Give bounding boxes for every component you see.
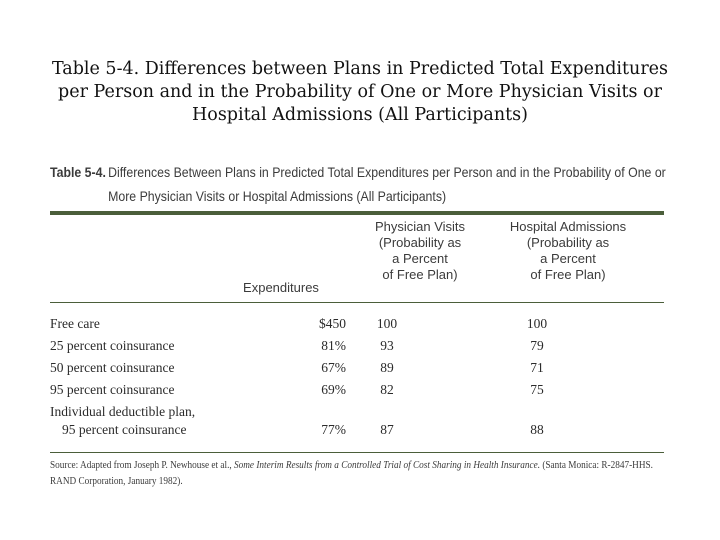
table-top-rule <box>50 211 664 215</box>
column-header-physician-visits <box>360 219 480 283</box>
cell-expenditures: $450 <box>319 316 346 331</box>
table-row <box>50 400 664 440</box>
row-label: Free care <box>50 316 100 331</box>
cell-hospital-admissions: 88 <box>530 422 544 437</box>
table-caption <box>50 160 666 208</box>
table-row <box>50 334 664 356</box>
table-title-line-1: Differences Between Plans in Predicted Total Expenditures per Person and in the Probability of One or <box>108 164 666 180</box>
source-title: Some Interim Results from a Controlled Trial of Cost Sharing in Health Insurance. <box>234 460 541 471</box>
cell-expenditures: 69% <box>321 382 346 397</box>
slide-title-line-2: per Person and in the Probability of One or More Physician Visits or <box>58 82 662 102</box>
row-label-line-1: Individual deductible plan, <box>50 404 196 419</box>
source-line-2: RAND Corporation, January 1982). <box>50 476 183 487</box>
table-body <box>50 312 664 440</box>
cell-hospital-admissions: 71 <box>530 360 544 375</box>
column-header-line: (Probability as <box>526 235 610 250</box>
row-label: 25 percent coinsurance <box>50 338 175 353</box>
row-label: 95 percent coinsurance <box>50 382 175 397</box>
cell-physician-visits: 87 <box>380 422 394 437</box>
table-title-line-2: More Physician Visits or Hospital Admissions (All Participants) <box>108 188 447 204</box>
cell-hospital-admissions: 79 <box>530 338 544 353</box>
source-prefix: Source: Adapted from Joseph P. Newhouse et al., <box>50 460 232 471</box>
cell-physician-visits: 82 <box>380 382 394 397</box>
column-header-line: a Percent <box>540 251 596 266</box>
cell-physician-visits: 93 <box>380 338 394 353</box>
cell-physician-visits: 100 <box>376 316 398 331</box>
cell-hospital-admissions: 75 <box>530 382 544 397</box>
cell-expenditures: 67% <box>321 360 346 375</box>
cell-hospital-admissions: 100 <box>526 316 548 331</box>
column-header-line: Hospital Admissions <box>509 219 627 234</box>
source-suffix: (Santa Monica: R-2847-HHS. <box>542 460 653 471</box>
slide-title-line-3: Hospital Admissions (All Participants) <box>192 105 528 125</box>
cell-expenditures: 81% <box>321 338 346 353</box>
table-bottom-rule <box>50 452 664 453</box>
column-header-line: Physician Visits <box>374 219 466 234</box>
slide-title <box>30 58 690 127</box>
column-header-expenditures: Expenditures <box>243 280 319 295</box>
row-label-line-2: 95 percent coinsurance <box>62 422 187 437</box>
table-row <box>50 312 664 334</box>
table-row <box>50 356 664 378</box>
column-header-line: (Probability as <box>378 235 462 250</box>
row-label: 50 percent coinsurance <box>50 360 175 375</box>
source-note <box>50 458 653 490</box>
row-label <box>50 403 195 439</box>
column-header-line: a Percent <box>392 251 448 266</box>
table-row <box>50 378 664 400</box>
column-header-line: of Free Plan) <box>382 267 458 282</box>
table-label: Table 5-4. <box>50 164 106 180</box>
column-header-line: of Free Plan) <box>530 267 606 282</box>
table-header-rule <box>50 302 664 303</box>
slide-title-line-1: Table 5-4. Differences between Plans in Predicted Total Expenditures <box>51 59 669 79</box>
cell-physician-visits: 89 <box>380 360 394 375</box>
column-header-hospital-admissions <box>508 219 628 283</box>
cell-expenditures: 77% <box>321 422 346 437</box>
